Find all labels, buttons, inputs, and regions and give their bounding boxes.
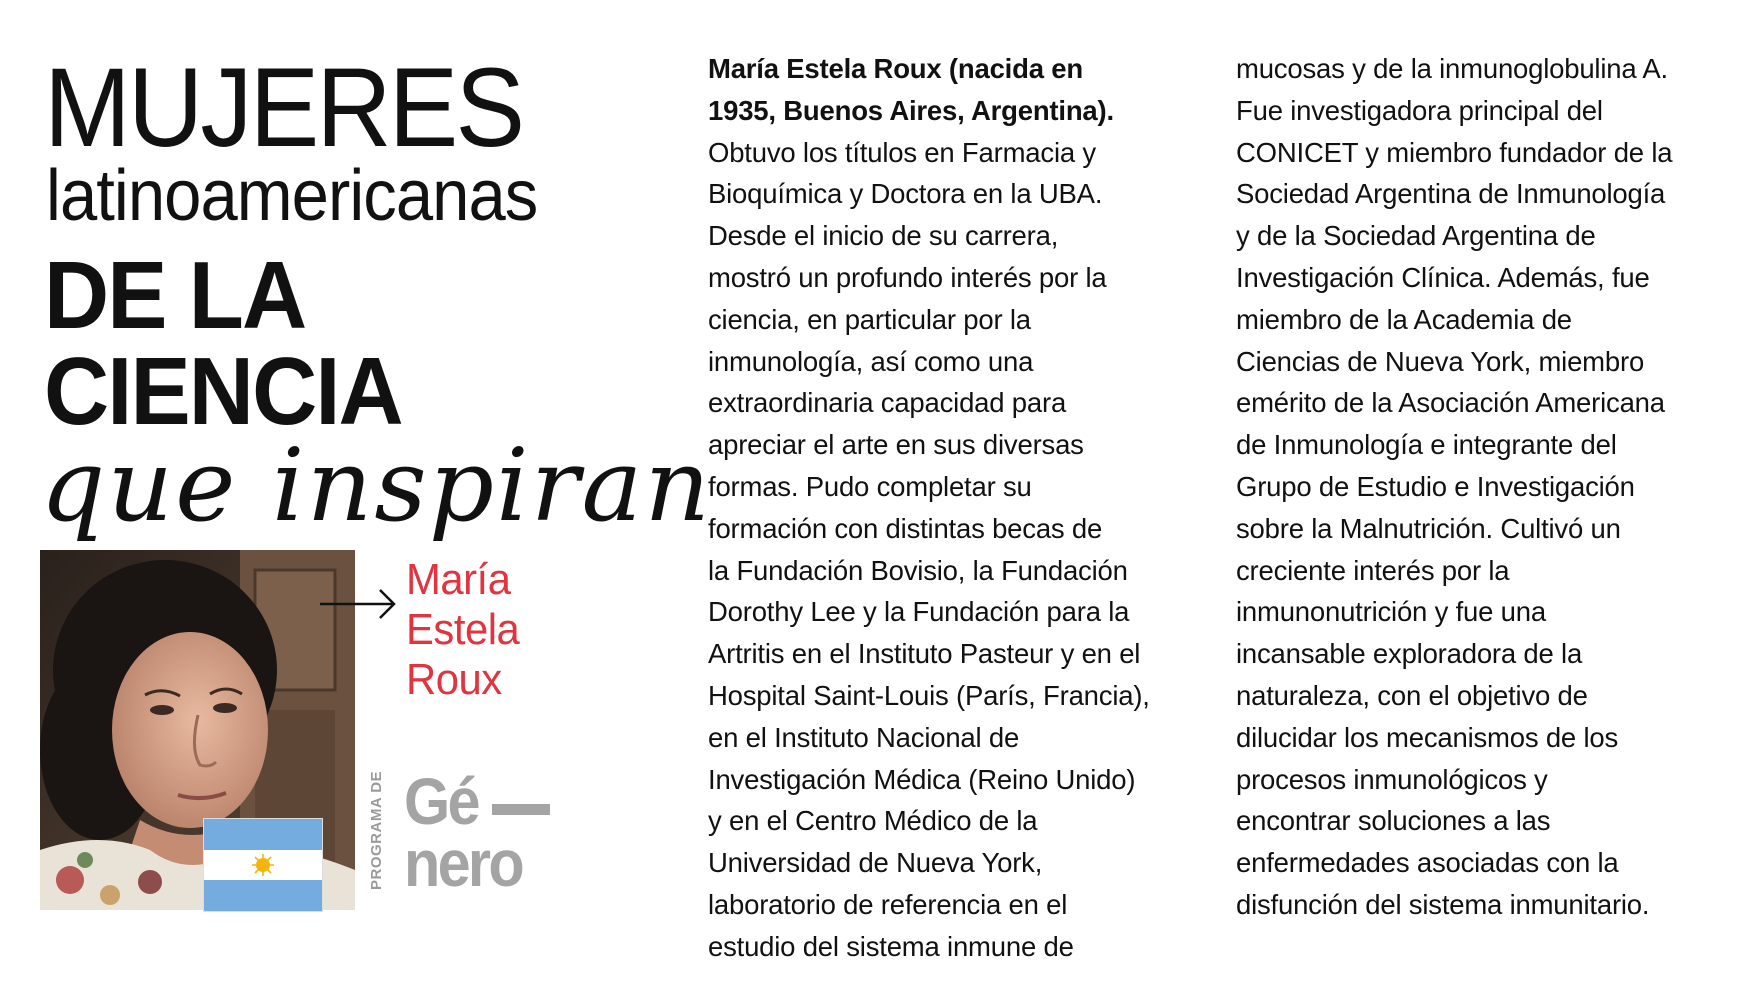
bio-line: extraordinaria capacidad para xyxy=(708,387,1067,419)
person-name-middle: Estela xyxy=(406,605,520,654)
bio-line: y en el Centro Médico de la xyxy=(708,805,1038,837)
title-que-inspiran: que inspiran xyxy=(40,427,713,544)
bio-line: formas. Pudo completar su xyxy=(708,470,1032,502)
bio-line: encontrar soluciones a las xyxy=(1236,805,1551,837)
bio-line: Dorothy Lee y la Fundación para la xyxy=(708,596,1130,628)
logo-dash xyxy=(492,804,550,815)
title-ciencia: CIENCIA xyxy=(44,338,402,445)
argentina-flag-icon xyxy=(203,818,323,912)
bio-line: sobre la Malnutrición. Cultivó un xyxy=(1236,512,1621,544)
bio-line: Obtuvo los títulos en Farmacia y xyxy=(708,136,1096,168)
bio-line: de Inmunología e integrante del xyxy=(1236,429,1617,461)
bio-line: Ciencias de Nueva York, miembro xyxy=(1236,345,1645,377)
bio-line: dilucidar los mecanismos de los xyxy=(1236,721,1619,753)
bio-line: creciente interés por la xyxy=(1236,554,1510,586)
person-name-first: María xyxy=(406,555,511,604)
title-de-la: DE LA xyxy=(44,242,306,349)
bio-line: Artritis en el Instituto Pasteur y en el xyxy=(708,638,1141,670)
person-name-last: Roux xyxy=(406,655,502,704)
logo-text-nero: nero xyxy=(404,826,522,900)
bio-line: disfunción del sistema inmunitario. xyxy=(1236,888,1650,920)
bio-line: Fue investigadora principal del xyxy=(1236,94,1603,126)
bio-line: Hospital Saint-Louis (París, Francia), xyxy=(708,679,1150,711)
title-mujeres: MUJERES xyxy=(44,45,523,170)
bio-line: Investigación Clínica. Además, fue xyxy=(1236,261,1650,293)
title-latinoamericanas: latinoamericanas xyxy=(46,156,538,236)
bio-line: y de la Sociedad Argentina de xyxy=(1236,220,1596,252)
bio-line: inmunonutrición y fue una xyxy=(1236,596,1546,628)
bio-line: CONICET y miembro fundador de la xyxy=(1236,136,1673,168)
bio-column-1 xyxy=(708,48,1150,968)
bio-line: naturaleza, con el objetivo de xyxy=(1236,679,1588,711)
bio-line: Sociedad Argentina de Inmunología xyxy=(1236,178,1666,210)
bio-line: estudio del sistema inmune de xyxy=(708,930,1074,962)
bio-line: la Fundación Bovisio, la Fundación xyxy=(708,554,1128,586)
logo-text-ge: Gé xyxy=(404,764,478,838)
bio-line: en el Instituto Nacional de xyxy=(708,721,1020,753)
bio-line: miembro de la Academia de xyxy=(1236,303,1572,335)
logo-vertical-text: PROGRAMA DE xyxy=(368,770,385,890)
bio-line: laboratorio de referencia en el xyxy=(708,888,1068,920)
arrow-right-icon xyxy=(320,584,400,624)
bio-line: procesos inmunológicos y xyxy=(1236,763,1548,795)
bio-line: apreciar el arte en sus diversas xyxy=(708,429,1084,461)
bio-line: Investigación Médica (Reino Unido) xyxy=(708,763,1136,795)
bio-line: incansable exploradora de la xyxy=(1236,638,1583,670)
bio-line: María Estela Roux (nacida en xyxy=(708,53,1083,84)
bio-line: formación con distintas becas de xyxy=(708,512,1103,544)
bio-line: enfermedades asociadas con la xyxy=(1236,847,1619,879)
bio-line: Desde el inicio de su carrera, xyxy=(708,220,1059,252)
sun-of-may-icon xyxy=(252,854,274,876)
bio-column-2 xyxy=(1236,48,1672,926)
bio-line: ciencia, en particular por la xyxy=(708,303,1031,335)
bio-line: mostró un profundo interés por la xyxy=(708,261,1107,293)
bio-line: emérito de la Asociación Americana xyxy=(1236,387,1665,419)
bio-line: Bioquímica y Doctora en la UBA. xyxy=(708,178,1103,210)
bio-line: mucosas y de la inmunoglobulina A. xyxy=(1236,53,1668,84)
bio-line: 1935, Buenos Aires, Argentina). xyxy=(708,94,1114,126)
bio-line: Grupo de Estudio e Investigación xyxy=(1236,470,1635,502)
bio-line: Universidad de Nueva York, xyxy=(708,847,1043,879)
bio-line: inmunología, así como una xyxy=(708,345,1034,377)
